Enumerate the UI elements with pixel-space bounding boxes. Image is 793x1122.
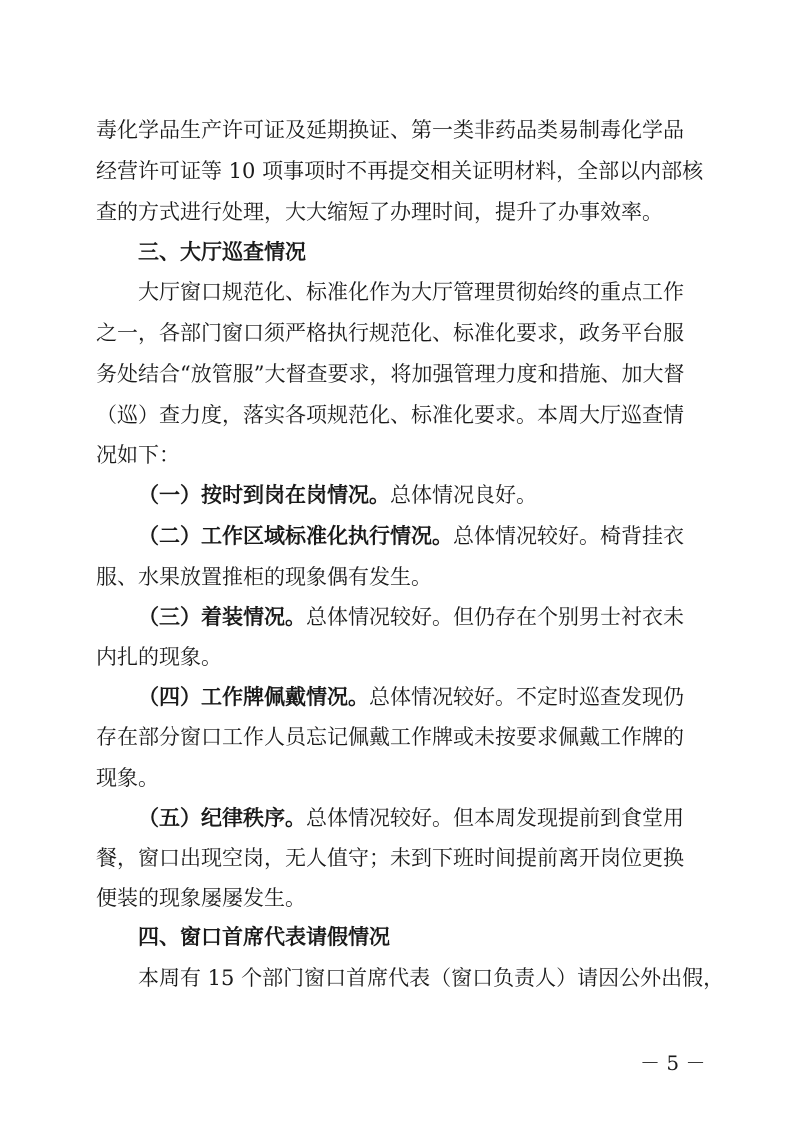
body-text-line: 毒化学品生产许可证及延期换证、第一类非药品类易制毒化学品 (96, 118, 684, 142)
body-text-line: 现象。 (96, 766, 159, 790)
list-item (138, 803, 684, 833)
body-text-line: 餐，窗口出现空岗，无人值守；未到下班时间提前离开岗位更换 (96, 846, 684, 870)
body-text-line: （巡）查力度，落实各项规范化、标准化要求。本周大厅巡查情 (96, 403, 684, 427)
body-text-line: 之一，各部门窗口须严格执行规范化、标准化要求，政务平台服 (96, 321, 684, 345)
item-label: （四）工作牌佩戴情况。 (138, 685, 369, 709)
body-text-line: 本周有 15 个部门窗口首席代表（窗口负责人）请因公外出假， (138, 966, 725, 990)
body-text-line: 便装的现象屡屡发生。 (96, 886, 306, 910)
body-text-line: 内扎的现象。 (96, 645, 222, 669)
section-heading: 三、大厅巡查情况 (138, 240, 306, 264)
body-text-line: 大厅窗口规范化、标准化作为大厅管理贯彻始终的重点工作 (138, 280, 684, 304)
item-text: 总体情况较好。但仍存在个别男士衬衣未 (306, 605, 684, 629)
section-heading: 四、窗口首席代表请假情况 (138, 925, 390, 949)
item-label: （三）着装情况。 (138, 605, 306, 629)
item-label: （一）按时到岗在岗情况。 (138, 483, 390, 507)
item-text: 总体情况较好。但本周发现提前到食堂用 (306, 806, 684, 830)
item-text: 总体情况较好。不定时巡查发现仍 (369, 685, 684, 709)
item-text: 总体情况良好。 (390, 483, 537, 507)
list-item (138, 602, 684, 632)
page-number: － 5 － (640, 1051, 706, 1075)
list-item (138, 521, 684, 551)
list-item (138, 682, 684, 712)
body-text-line: 况如下： (96, 443, 180, 467)
body-text-line: 经营许可证等 10 项事项时不再提交相关证明材料，全部以内部核 (96, 159, 704, 183)
item-label: （二）工作区域标准化执行情况。 (138, 524, 453, 548)
list-item (138, 480, 537, 510)
body-text-line: 服、水果放置推柜的现象偶有发生。 (96, 565, 432, 589)
body-text-line: 存在部分窗口工作人员忘记佩戴工作牌或未按要求佩戴工作牌的 (96, 725, 684, 749)
body-text-line: 务处结合“放管服”大督查要求，将加强管理力度和措施、加大督 (96, 362, 685, 386)
item-label: （五）纪律秩序。 (138, 806, 306, 830)
body-text-line: 查的方式进行处理，大大缩短了办理时间，提升了办事效率。 (96, 200, 663, 224)
item-text: 总体情况较好。椅背挂衣 (453, 524, 684, 548)
